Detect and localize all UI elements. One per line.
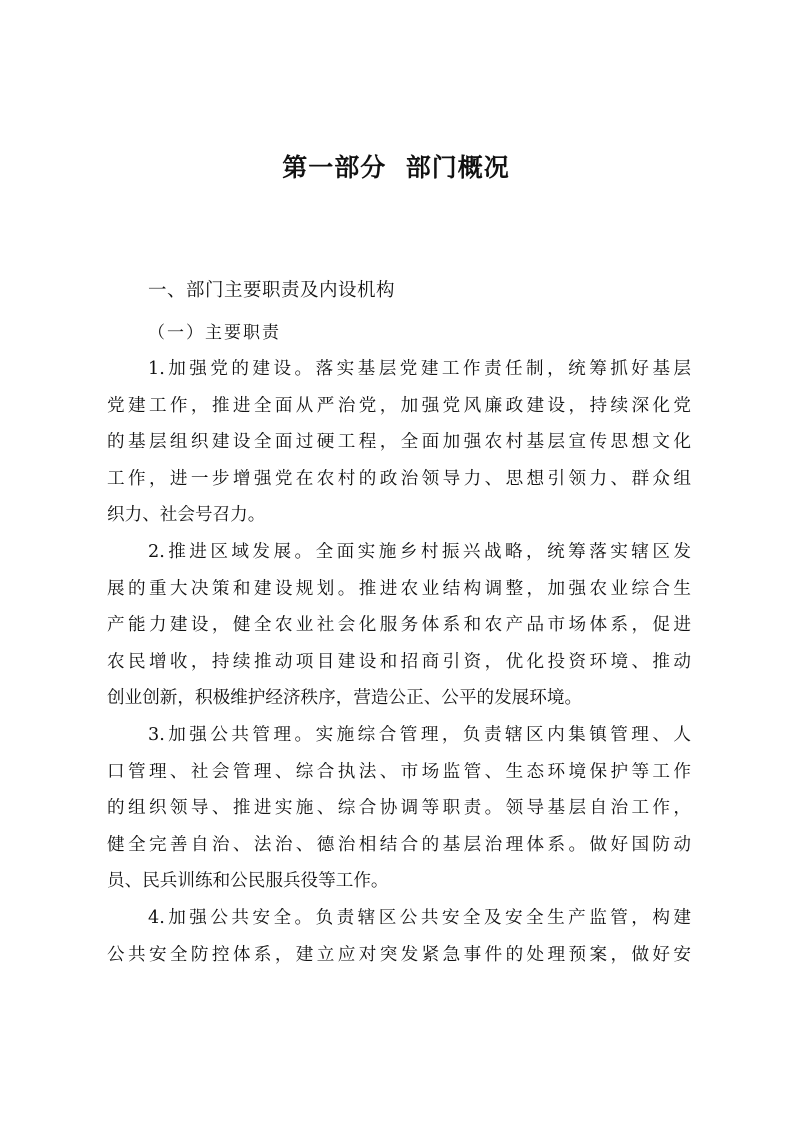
section-heading: 一、部门主要职责及内设机构	[148, 280, 396, 301]
text-line: 员、民兵训练和公民服兵役等工作。	[107, 871, 389, 892]
text-line: 健全完善自治、法治、德治相结合的基层治理体系。做好国防动	[107, 834, 691, 855]
text-line: 4.加强公共安全。负责辖区公共安全及安全生产监管，构建	[148, 908, 691, 928]
text-line: 3.加强公共管理。实施综合管理，负责辖区内集镇管理、人	[148, 725, 691, 745]
text-line: 创业创新，积极维护经济秩序，营造公正、公平的发展环境。	[107, 688, 583, 709]
page-title: 第一部分 部门概况	[282, 153, 510, 182]
text-line: 党建工作，推进全面从严治党，加强党风廉政建设，持续深化党	[107, 395, 691, 416]
text-line: 的基层组织建设全面过硬工程，全面加强农村基层宣传思想文化	[107, 432, 691, 453]
text-line: 2.推进区域发展。全面实施乡村振兴战略，统筹落实辖区发	[148, 542, 691, 562]
subsection-heading: （一）主要职责	[148, 323, 281, 343]
text-line: 展的重大决策和建设规划。推进农业结构调整，加强农业综合生	[107, 578, 691, 599]
text-line: 口管理、社会管理、综合执法、市场监管、生态环境保护等工作	[107, 761, 691, 782]
text-line: 的组织领导、推进实施、综合协调等职责。领导基层自治工作，	[107, 798, 691, 819]
text-line: 1.加强党的建设。落实基层党建工作责任制，统筹抓好基层	[148, 359, 691, 379]
paragraph-public-management	[107, 717, 691, 900]
text-line: 农民增收，持续推动项目建设和招商引资，优化投资环境、推动	[107, 651, 691, 672]
paragraph-public-safety	[107, 900, 691, 973]
paragraph-party-building	[107, 351, 691, 534]
text-line: 工作，进一步增强党在农村的政治领导力、思想引领力、群众组	[107, 468, 691, 489]
text-line: 公共安全防控体系，建立应对突发紧急事件的处理预案，做好安	[107, 944, 691, 965]
text-line: 织力、社会号召力。	[107, 505, 266, 526]
paragraph-regional-development	[107, 534, 691, 717]
text-line: 产能力建设，健全农业社会化服务体系和农产品市场体系，促进	[107, 615, 691, 636]
